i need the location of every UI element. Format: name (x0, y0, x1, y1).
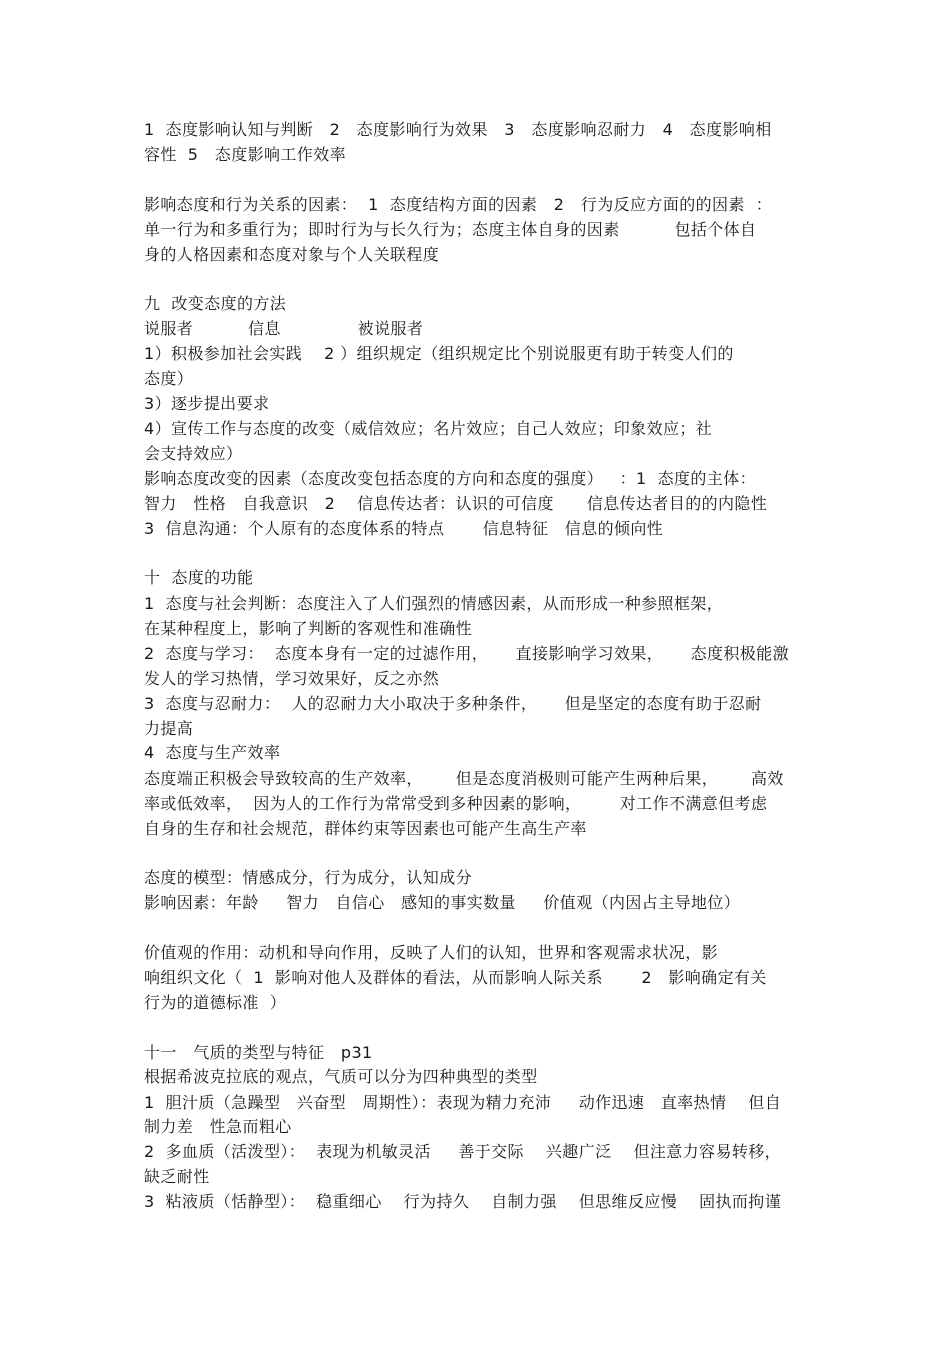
section-heading: 九 改变态度的方法 (144, 294, 287, 313)
text-line: 响组织文化（ 1 影响对他人及群体的看法，从而影响人际关系 2 影响确定有关 (144, 968, 767, 987)
text-line: 4）宣传工作与态度的改变（威信效应；名片效应；自己人效应；印象效应；社 (144, 419, 713, 438)
text-line: 2 态度与学习： 态度本身有一定的过滤作用， 直接影响学习效果， 态度积极能激 (144, 644, 789, 663)
text-line: 态度） (144, 369, 194, 388)
text-line: 3）逐步提出要求 (144, 394, 270, 413)
section-heading: 十一 气质的类型与特征 p31 (144, 1043, 373, 1062)
text-line: 态度端正积极会导致较高的生产效率， 但是态度消极则可能产生两种后果， 高效 (144, 769, 784, 788)
text-line: 行为的道德标准 ） (144, 993, 287, 1012)
text-line: 制力差 性急而粗心 (144, 1117, 292, 1136)
text-line: 身的人格因素和态度对象与个人关联程度 (144, 245, 440, 264)
section-heading: 十 态度的功能 (144, 568, 254, 587)
text-line: 智力 性格 自我意识 2 信息传达者：认识的可信度 信息传达者目的的内隐性 (144, 494, 768, 513)
text-line: 缺乏耐性 (144, 1167, 210, 1186)
text-line: 3 信息沟通：个人原有的态度体系的特点 信息特征 信息的倾向性 (144, 519, 664, 538)
text-line: 1 胆汁质（急躁型 兴奋型 周期性）：表现为精力充沛 动作迅速 直率热情 但自 (144, 1093, 782, 1112)
text-line: 发人的学习热情，学习效果好，反之亦然 (144, 669, 440, 688)
text-line: 3 态度与忍耐力： 人的忍耐力大小取决于多种条件， 但是坚定的态度有助于忍耐 (144, 694, 762, 713)
text-line: 2 多血质（活泼型）： 表现为机敏灵活 善于交际 兴趣广泛 但注意力容易转移， (144, 1142, 782, 1161)
text-line: 自身的生存和社会规范，群体约束等因素也可能产生高生产率 (144, 819, 587, 838)
text-line: 态度的模型：情感成分，行为成分，认知成分 (144, 868, 473, 887)
text-line: 说服者 信息 被说服者 (144, 319, 424, 338)
text-line: 价值观的作用：动机和导向作用，反映了人们的认知，世界和客观需求状况，影 (144, 943, 719, 962)
text-line: 1）积极参加社会实践 2 ）组织规定（组织规定比个别说服更有助于转变人们的 (144, 344, 734, 363)
text-line: 影响态度改变的因素（态度改变包括态度的方向和态度的强度） ：1 态度的主体： (144, 469, 757, 488)
text-line: 3 粘液质（恬静型）： 稳重细心 行为持久 自制力强 但思维反应慢 固执而拘谨 (144, 1192, 782, 1211)
text-line: 1 态度影响认知与判断 2 态度影响行为效果 3 态度影响忍耐力 4 态度影响相 (144, 120, 772, 139)
text-line: 率或低效率， 因为人的工作行为常常受到多种因素的影响， 对工作不满意但考虑 (144, 794, 768, 813)
text-line: 力提高 (144, 719, 194, 738)
text-line: 影响因素：年龄 智力 自信心 感知的事实数量 价值观（内因占主导地位） (144, 893, 741, 912)
text-line: 会支持效应） (144, 444, 243, 463)
text-line: 单一行为和多重行为；即时行为与长久行为；态度主体自身的因素 包括个体自 (144, 220, 757, 239)
text-line: 4 态度与生产效率 (144, 743, 281, 762)
text-line: 容性 5 态度影响工作效率 (144, 145, 347, 164)
text-line: 在某种程度上，影响了判断的客观性和准确性 (144, 619, 473, 638)
text-line: 影响态度和行为关系的因素： 1 态度结构方面的因素 2 行为反应方面的的因素 ： (144, 195, 773, 214)
text-line: 根据希波克拉底的观点，气质可以分为四种典型的类型 (144, 1067, 538, 1086)
text-line: 1 态度与社会判断：态度注入了人们强烈的情感因素，从而形成一种参照框架， (144, 594, 724, 613)
